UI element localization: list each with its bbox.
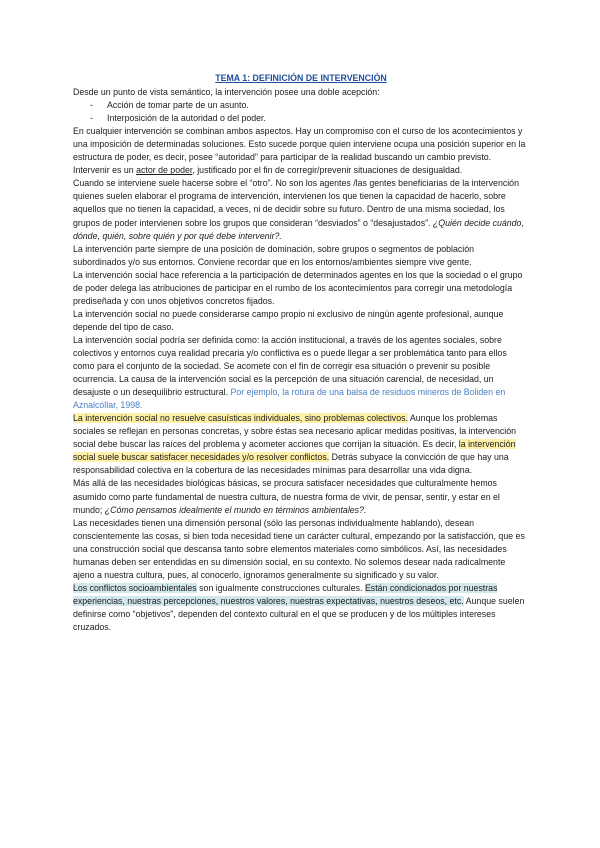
highlighted-text: la intervención social suele buscar satisfacer necesidades y/o resolver conflictos.: [73, 439, 516, 463]
highlighted-text: La intervención social no resuelve casuísticas individuales, sino problemas colectivos.: [73, 413, 408, 424]
list-marker: -: [90, 113, 93, 124]
paragraph-power-actor: [73, 164, 529, 177]
list-item: [73, 99, 529, 112]
list-item: [73, 112, 529, 125]
italic-question: ¿Quién decide cuándo, dónde, quién, sobre quién y por qué debe intervenir?.: [73, 217, 524, 241]
paragraph-definition: [73, 334, 529, 412]
text-span: Intervenir es un: [73, 165, 137, 176]
paragraph-other: [73, 177, 529, 242]
list-marker: -: [90, 100, 93, 111]
text-span: Más allá de las necesidades biológicas básicas, se procura satisfacer necesidades que culturalmente hemos asumido como parte fundamental de nuestra cultura, de nuestra forma de vivir, de pensar, sentir, y estar en el mundo;: [73, 478, 500, 515]
paragraph-conflicts: [73, 582, 529, 634]
list-item-text: Interposición de la autoridad o del poder.: [107, 113, 266, 124]
example-text: Por ejemplo, la rotura de una balsa de residuos mineros de Boliden en Aznalcóllar, 1998.: [73, 387, 506, 411]
underlined-term: actor de poder: [136, 165, 193, 176]
paragraph-professional: La intervención social no puede considerarse campo propio ni exclusivo de ningún agente profesional, aunque depende del tipo de caso.: [73, 308, 504, 332]
paragraph-needs-cultural: [73, 477, 529, 516]
paragraph-collective: [73, 412, 529, 477]
highlighted-text: Están condicionados por nuestras experiencias, nuestras percepciones, nuestros valores, nuestras expectativas, nuestros deseos, etc.: [73, 582, 498, 606]
text-span: Aunque los problemas sociales se reflejan en personas concretas, y sobre éstas sea necesario aplicar medidas positivas, la intervención social debe buscar las raíces del problema y acometer acciones que corrijan la situación. Es decir,: [73, 413, 517, 450]
paragraph-domination: La intervención parte siempre de una posición de dominación, sobre grupos o segmentos de población subordinados y/o sus entornos. Conviene recordar que en los entornos/ambientes siempre vive gente.: [73, 243, 475, 267]
paragraph-combination: En cualquier intervención se combinan ambos aspectos. Hay un compromiso con el curso de los acontecimientos y una imposición de determinadas soluciones. Esto sucede porque quien interviene ocupa una posición superior en la estructura de poder, es decir, posee “autoridad” para participar de la realidad buscando un cambio previsto.: [73, 126, 526, 163]
text-span: Aunque suelen definirse como “objetivos”, dependen del contexto cultural en el que se producen y de los múltiples intereses cruzados.: [73, 595, 525, 632]
list-item-text: Acción de tomar parte de un asunto.: [107, 100, 249, 111]
paragraph-needs-dimension: Las necesidades tienen una dimensión personal (sólo las personas individualmente hablando), desean conscientemente las cosas, si bien toda necesidad tiene un carácter cultural, empezando por la satisfacción, que es una construcción social que descansa tanto sobre elementos materiales como simbólicos. Así, las necesidades humanas deben ser entendidas en su dimensión social, en su contexto. No solemos desear nada radicalmente ajeno a nuestra cultura, pues, al conocerlo, ignoramos generalmente su significado y su valor.: [73, 517, 525, 580]
text-span: La intervención social podría ser definida como: la acción institucional, a través de los agentes sociales, sobre colectivos y entornos cuya realidad precaria y/o conflictiva es o puede llegar a ser problemática tanto para ellos como para el conjunto de la sociedad. Se acomete con el fin de corregir esa situación o prevenir su posible ocurrencia. La causa de la intervención social es la percepción de una situación carencial, de necesidad, un desajuste o un desequilibrio estructural.: [73, 334, 507, 398]
text-span: Detrás subyace la convicción de que hay una responsabilidad colectiva en la cobertura de las necesidades mínimas para desarrollar una vida digna.: [73, 452, 509, 476]
italic-question: ¿Cómo pensamos idealmente el mundo en términos ambientales?.: [104, 504, 367, 515]
page-title: TEMA 1: DEFINICIÓN DE INTERVENCIÓN: [215, 73, 387, 83]
text-span: , justificado por el fin de corregir/prevenir situaciones de desigualdad.: [192, 165, 463, 176]
text-span: son igualmente construcciones culturales.: [196, 582, 365, 593]
highlighted-text: Los conflictos socioambientales: [73, 582, 197, 593]
text-span: Cuando se interviene suele hacerse sobre el “otro”. No son los agentes /las gentes beneficiarias de la intervención quienes suelen elaborar el programa de intervención, intervienen los que tienen la capacidad de hacerlo, sobre aquellos que no tienen la capacidad, a veces, ni de decidir sobre su futuro. Dentro de una misma sociedad, los grupos de poder intervienen sobre los grupos que consideran “desviados” o “desajustados”.: [73, 178, 519, 228]
document-page: [73, 72, 529, 634]
intro-paragraph: Desde un punto de vista semántico, la intervención posee una doble acepción:: [73, 87, 380, 98]
paragraph-agents: La intervención social hace referencia a la participación de determinados agentes en los que la sociedad o el grupo de poder delega las atribuciones de participar en el rumbo de los acontecimientos para corregir una metodología prediseñada y con unos objetivos concretos fijados.: [73, 269, 523, 306]
